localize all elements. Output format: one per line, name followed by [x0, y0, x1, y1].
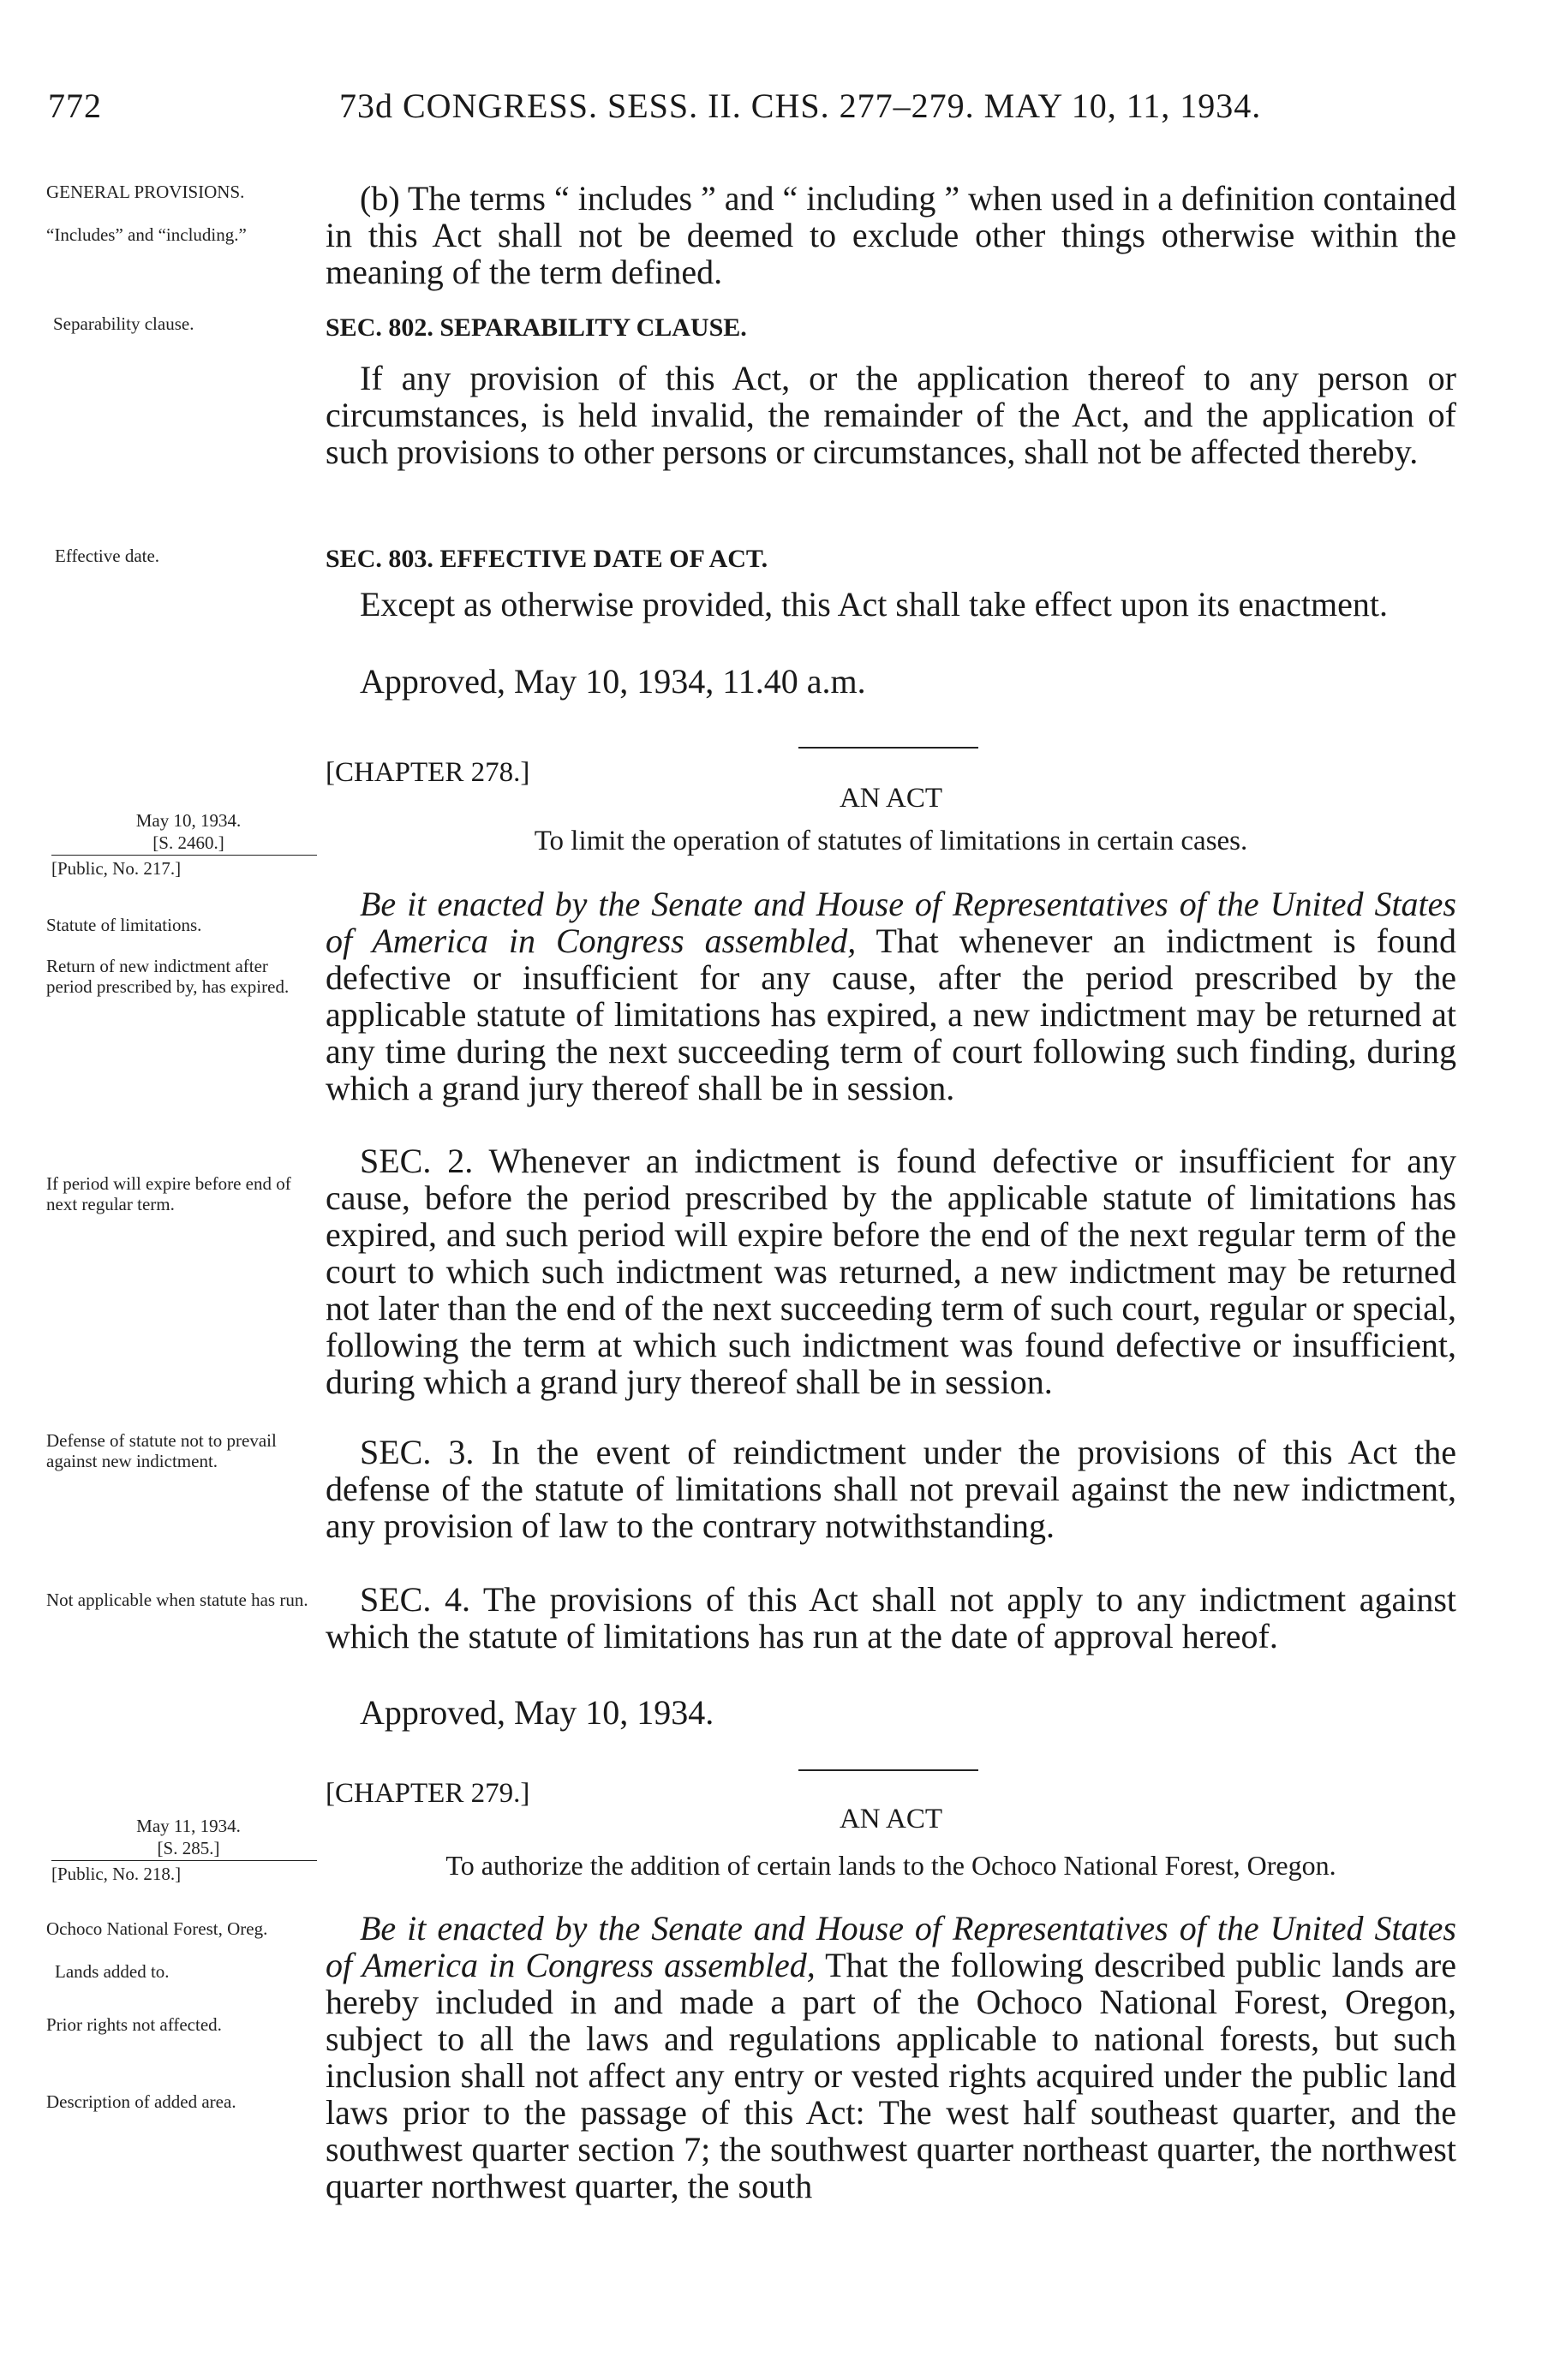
chapter-278-sec-4: SEC. 4. The provisions of this Act shall not apply to any indictment against which the statute of limitations has run at the date of approval hereof. [326, 1580, 1456, 1655]
approved-277: Approved, May 10, 1934, 11.40 a.m. [360, 662, 866, 701]
separator-rule-279 [798, 1769, 978, 1771]
enacting-formula-279: Be it enacted by the Senate and House of Representatives of the United States of America in Congress assembled, [326, 1909, 1456, 1984]
sec-803-text: Except as otherwise provided, this Act shall take effect upon its enactment. [360, 585, 1389, 623]
approved-278: Approved, May 10, 1934. [360, 1693, 714, 1732]
chapter-279-title: To authorize the addition of certain lands to the Ochoco National Forest, Oregon. [445, 1850, 1336, 1881]
enacting-formula-278: Be it enacted by the Senate and House of Representatives of the United States of America in Congress assembled, [326, 885, 1456, 960]
running-head: 73d CONGRESS. SESS. II. CHS. 277–279. MAY 10, 11, 1934. [339, 86, 1262, 125]
sec-802-heading: SEC. 802. SEPARABILITY CLAUSE. [326, 313, 747, 342]
paragraph-b: (b) The terms “ includes ” and “ including ” when used in a definition contained in this Act shall not be deemed to exclude other things otherwise within the meaning of the term defined. [326, 179, 1456, 291]
margin-note-general-provisions: GENERAL PROVISIONS. [46, 182, 245, 202]
chapter-278-sec-2: SEC. 2. Whenever an indictment is found defective or insufficient for any cause, before the period prescribed by the applicable statute of limitations has expired, and such period will expire before the end of the next regular term of the court to which such indictment was returned, a new indictment may be returned not later than the end of the next succeeding term of such court, regular or special, following the term at which such indictment was found defective or insufficient, during which a grand jury thereof shall be in session. [326, 1142, 1456, 1401]
margin-note-prior-rights: Prior rights not affected. [46, 2014, 222, 2035]
margin-note-effective-date: Effective date. [55, 546, 160, 566]
margin-note-ochoco: Ochoco National Forest, Oreg. [46, 1918, 268, 1939]
margin-note-separability: Separability clause. [53, 313, 194, 334]
margin-note-ch278-bill: [S. 2460.] [152, 832, 224, 853]
margin-note-description: Description of added area. [46, 2091, 236, 2112]
margin-note-lands-added: Lands added to. [55, 1961, 170, 1982]
margin-rule-278 [51, 855, 317, 856]
margin-note-ch279-public: [Public, No. 218.] [51, 1864, 182, 1884]
sec-803-heading: SEC. 803. EFFECTIVE DATE OF ACT. [326, 545, 768, 573]
margin-note-ch278-date: May 10, 1934. [135, 810, 242, 831]
margin-note-if-period: If period will expire before end of next regular term. [46, 1173, 291, 1214]
chapter-278-act: AN ACT [839, 783, 943, 814]
margin-note-not-applicable: Not applicable when statute has run. [46, 1590, 308, 1610]
chapter-278-title: To limit the operation of statutes of limitations in certain cases. [534, 826, 1248, 856]
chapter-278-sec-3: SEC. 3. In the event of reindictment under the provisions of this Act the defense of the statute of limitations shall not prevail against the new indictment, any provision of law to the contrary notwithstanding. [326, 1433, 1456, 1545]
chapter-279-act: AN ACT [839, 1804, 943, 1834]
margin-note-ch278-public: [Public, No. 217.] [51, 858, 182, 879]
enacting-text-279: That the following described public lands are hereby included in and made a part of the Ochoco National Forest, Oregon, subject to all the laws and regulations applicable to national forests, but such inclusion shall not affect any entry or vested rights acquired under the public land laws prior to the passage of this Act: The west half southeast quarter, and the southwest quarter section 7; the southwest quarter northeast quarter, the northwest quarter northwest quarter, the south [326, 1946, 1456, 2205]
chapter-278-enacting-clause [326, 886, 1456, 1106]
enacting-text-278: That whenever an indictment is found defective or insufficient for any cause, after the period prescribed by the applicable statute of limitations has expired, a new indictment may be returned at any time during the next succeeding term of court following such finding, during which a grand jury thereof shall be in session. [326, 922, 1456, 1107]
margin-note-includes: “Includes” and “including.” [46, 224, 247, 245]
chapter-279-label: [CHAPTER 279.] [326, 1778, 530, 1809]
margin-note-statute-limitations: Statute of limitations. [46, 915, 202, 935]
chapter-279-enacting-clause [326, 1910, 1456, 2204]
margin-note-ch279-date: May 11, 1934. [136, 1816, 241, 1836]
margin-note-return-new: Return of new indictment after period prescribed by, has expired. [46, 956, 290, 997]
margin-rule-279 [51, 1860, 317, 1861]
margin-note-ch279-bill: [S. 285.] [157, 1838, 220, 1858]
margin-note-defense: Defense of statute not to prevail against new indictment. [46, 1430, 277, 1471]
sec-802-text: If any provision of this Act, or the application thereof to any person or circumstances, is held invalid, the remainder of the Act, and the application of such provisions to other persons or circumstances, shall not be affected thereby. [326, 359, 1456, 471]
chapter-278-label: [CHAPTER 278.] [326, 757, 530, 788]
separator-rule-278 [798, 747, 978, 749]
page-number: 772 [48, 86, 102, 125]
